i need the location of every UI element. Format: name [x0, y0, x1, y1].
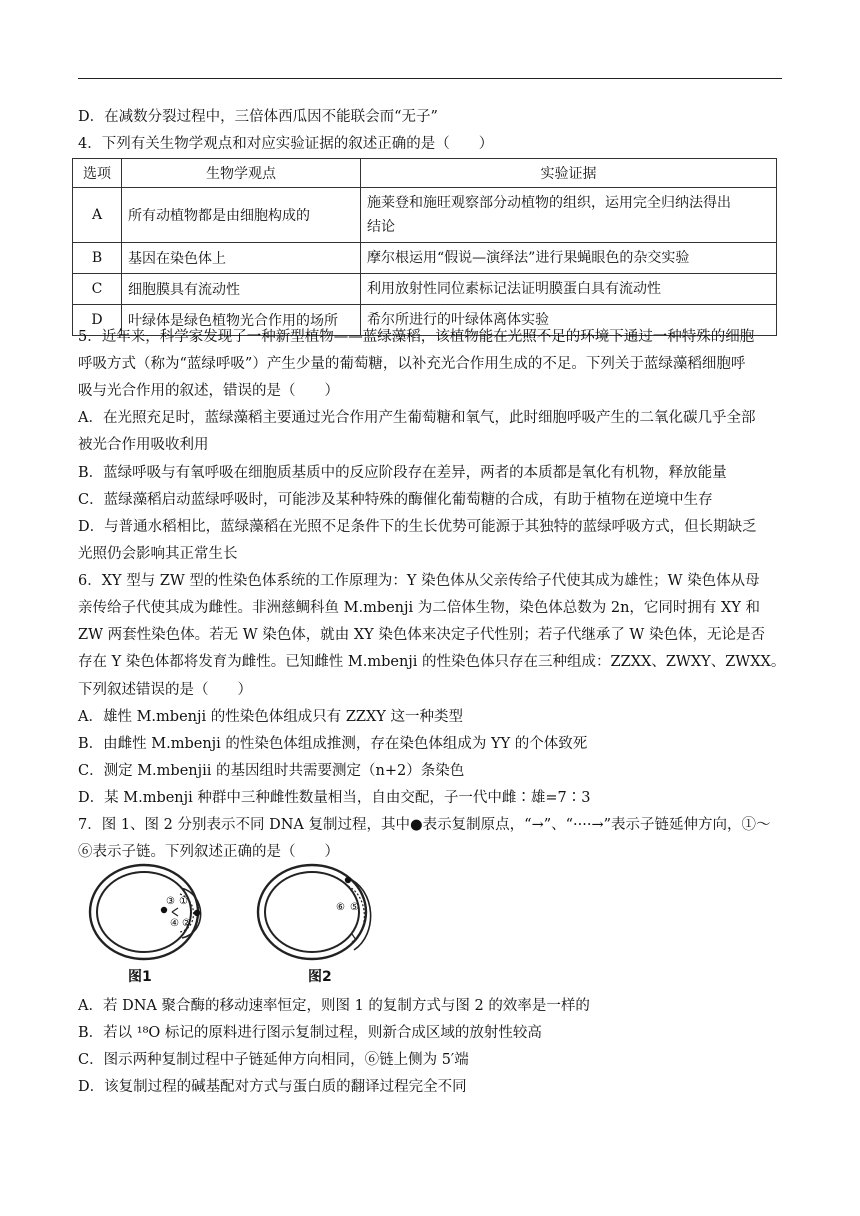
origin-dot — [345, 877, 351, 883]
table-cell-option: A — [73, 188, 122, 243]
origin-dot — [161, 907, 167, 913]
table-cell-evidence: 利用放射性同位素标记法证明膜蛋白具有流动性 — [361, 274, 777, 305]
q7-line: ⑥表示子链。下列叙述正确的是（ ） — [78, 844, 339, 860]
q6-line: 亲传给子代使其成为雌性。非洲慈鲷科鱼 M.mbenji 为二倍体生物，染色体总数为 2n，它同时拥有 XY 和 — [78, 600, 761, 616]
table-cell-option: C — [73, 274, 122, 305]
table-cell-view: 叶绿体是绿色植物光合作用的场所 — [122, 305, 361, 336]
table-row — [73, 274, 777, 305]
q5-option-d: D．与普通水稻相比，蓝绿藻稻在光照不足条件下的生长优势可能源于其独特的蓝绿呼吸方式，但长期缺乏 — [78, 519, 757, 535]
table-cell-evidence: 摩尔根运用“假说—演绎法”进行果蝇眼色的杂交实验 — [361, 243, 777, 274]
q6-line: 下列叙述错误的是（ ） — [78, 682, 252, 698]
figure-2-caption: 图2 — [308, 969, 332, 985]
inner-ring — [97, 872, 191, 952]
q6-line: 存在 Y 染色体都将发育为雌性。已知雌性 M.mbenji 的性染色体只存在三种组成：ZZXX、ZWXY、ZWXX。 — [78, 654, 786, 670]
strand-label: ② — [182, 918, 191, 929]
table-cell-view: 基因在染色体上 — [122, 243, 361, 274]
q6-option-d: D．某 M.mbenji 种群中三种雌性数量相当，自由交配，子一代中雌∶雄=7∶3 — [78, 790, 591, 806]
table-cell-evidence — [361, 188, 777, 243]
strand-label: ③ — [166, 896, 175, 907]
table-cell-evidence: 希尔所进行的叶绿体离体实验 — [361, 305, 777, 336]
arrow-icon — [172, 908, 178, 916]
q7-line: 7．图 1、图 2 分别表示不同 DNA 复制过程，其中●表示复制原点，“→”、“····→”表示子链延伸方向，①～ — [78, 817, 771, 833]
q6-option-b: B．由雌性 M.mbenji 的性染色体组成推测，存在染色体组成为 YY 的个体致死 — [78, 736, 588, 752]
q6-option-c: C．测定 M.mbenjii 的基因组时共需要测定（n+2）条染色 — [78, 763, 465, 779]
q5-line: 5．近年来，科学家发现了一种新型植物——蓝绿藻稻，该植物能在光照不足的环境下通过一种特殊的细胞 — [78, 329, 755, 345]
evidence-line-2: 结论 — [367, 219, 395, 235]
figure-1 — [86, 860, 216, 994]
q7-option-a: A．若 DNA 聚合酶的移动速率恒定，则图 1 的复制方式与图 2 的效率是一样的 — [78, 998, 590, 1014]
outer-ring — [90, 865, 198, 959]
q5-option-a: A．在光照充足时，蓝绿藻稻主要通过光合作用产生葡萄糖和氧气，此时细胞呼吸产生的二氧化碳几乎全部 — [78, 410, 756, 426]
table-row — [73, 243, 777, 274]
table-row — [73, 188, 777, 243]
q5-line: 呼吸方式（称为“蓝绿呼吸”）产生少量的葡萄糖，以补充光合作用生成的不足。下列关于蓝绿藻稻细胞呼 — [78, 356, 746, 372]
strand-label: ⑤ — [350, 902, 359, 913]
table-header-option: 选项 — [73, 159, 122, 188]
evidence-line-1: 施莱登和施旺观察部分动植物的组织，运用完全归纳法得出 — [367, 195, 731, 211]
q5-option-d-cont: 光照仍会影响其正常生长 — [78, 546, 238, 562]
table-cell-view: 所有动植物都是由细胞构成的 — [122, 188, 361, 243]
q4-table — [72, 158, 777, 336]
q6-line: ZW 两套性染色体。若无 W 染色体，就由 XY 染色体来决定子代性别；若子代继承了 W 染色体，无论是否 — [78, 627, 765, 643]
table-cell-option: D — [73, 305, 122, 336]
strand-label: ⑥ — [336, 902, 345, 913]
table-cell-option: B — [73, 243, 122, 274]
q5-option-a-cont: 被光合作用吸收利用 — [78, 437, 209, 453]
q4-stem: 4．下列有关生物学观点和对应实验证据的叙述正确的是（ ） — [78, 136, 494, 152]
table-header-view: 生物学观点 — [122, 159, 361, 188]
header-rule — [78, 78, 782, 79]
q5-line: 吸与光合作用的叙述，错误的是（ ） — [78, 383, 339, 399]
strand-label: ④ — [170, 918, 179, 929]
q5-option-c: C．蓝绿藻稻启动蓝绿呼吸时，可能涉及某种特殊的酶催化葡萄糖的合成，有助于植物在逆境中生存 — [78, 492, 713, 508]
q5-option-b: B．蓝绿呼吸与有氧呼吸在细胞质基质中的反应阶段存在差异，两者的本质都是氧化有机物，释放能量 — [78, 465, 727, 481]
q7-option-c: C．图示两种复制过程中子链延伸方向相同，⑥链上侧为 5′端 — [78, 1052, 469, 1068]
origin-dot — [194, 910, 200, 916]
figure-2 — [256, 860, 386, 994]
q6-line: 6．XY 型与 ZW 型的性染色体系统的工作原理为：Y 染色体从父亲传给子代使其成为雄性；W 染色体从母 — [78, 573, 760, 589]
figure-1-caption: 图1 — [128, 969, 152, 985]
q7-option-d: D．该复制过程的碱基配对方式与蛋白质的翻译过程完全不同 — [78, 1079, 467, 1095]
table-header-row — [73, 159, 777, 188]
q6-option-a: A．雄性 M.mbenji 的性染色体组成只有 ZZXY 这一种类型 — [78, 709, 463, 725]
q7-option-b: B．若以 ¹⁸O 标记的原料进行图示复制过程，则新合成区域的放射性较高 — [78, 1025, 542, 1041]
q3-option-d: D．在减数分裂过程中，三倍体西瓜因不能联会而“无子” — [78, 109, 438, 125]
strand-label: ① — [179, 896, 188, 907]
table-cell-view: 细胞膜具有流动性 — [122, 274, 361, 305]
table-header-evidence: 实验证据 — [361, 159, 777, 188]
